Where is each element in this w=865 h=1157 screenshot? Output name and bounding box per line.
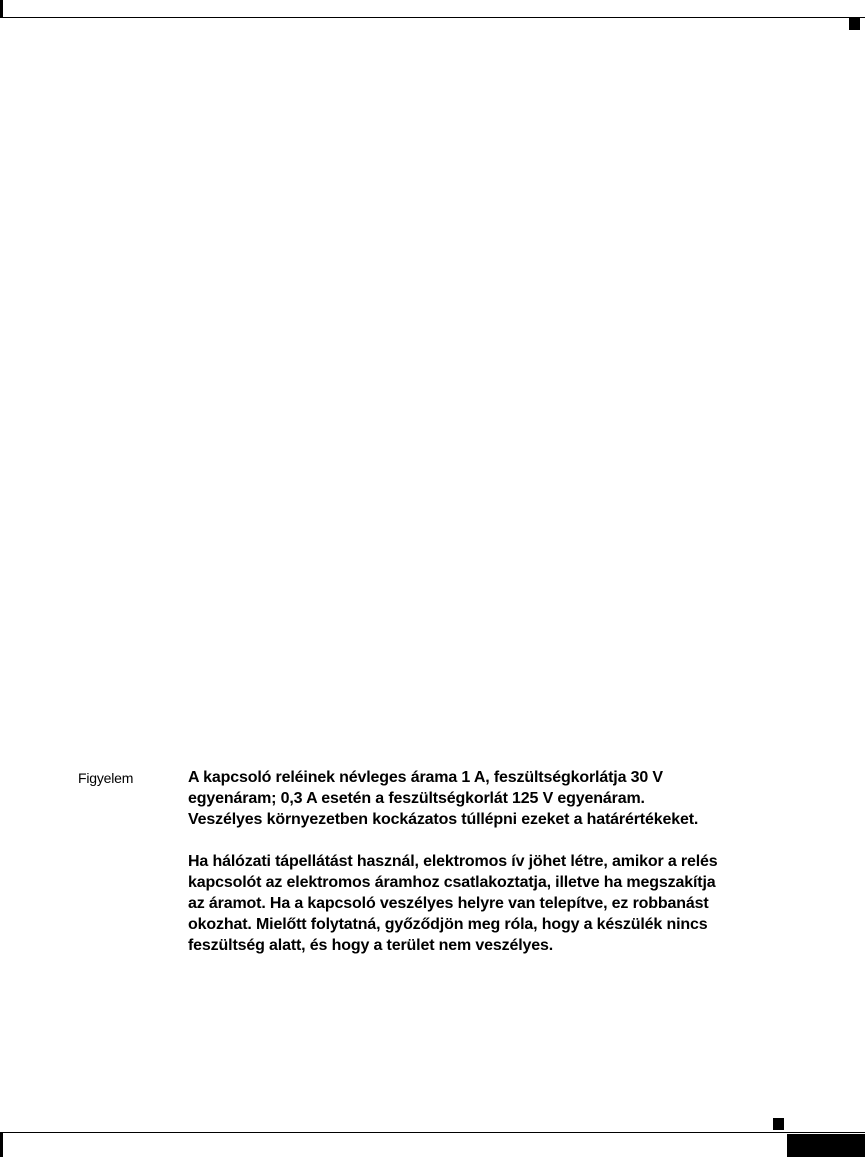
warning-line: feszültség alatt, és hogy a terület nem veszélyes.: [188, 937, 554, 954]
warning-line: az áramot. Ha a kapcsoló veszélyes helyre van telepítve, ez robbanást: [188, 895, 709, 912]
warning-line: egyenáram; 0,3 A esetén a feszültségkorlát 125 V egyenáram.: [188, 790, 645, 807]
header-corner-block: [849, 18, 860, 30]
warning-line: okozhat. Mielőtt folytatná, győződjön meg róla, hogy a készülék nincs: [188, 916, 708, 933]
warning-line: Ha hálózati tápellátást használ, elektromos ív jöhet létre, amikor a relés: [188, 853, 718, 870]
warning-line: A kapcsoló reléinek névleges árama 1 A, feszültségkorlátja 30 V: [188, 769, 663, 786]
warning-body: [188, 767, 848, 956]
header-rule: [0, 17, 865, 18]
footer-rule: [0, 1132, 865, 1133]
warning-paragraph-1: [188, 767, 848, 830]
warning-label: Figyelem: [78, 770, 134, 786]
header-left-tick: [0, 0, 3, 18]
warning-paragraph-2: [188, 851, 848, 956]
warning-line: kapcsolót az elektromos áramhoz csatlakoztatja, illetve ha megszakítja: [188, 874, 716, 891]
warning-line: Veszélyes környezetben kockázatos túllépni ezeket a határértékeket.: [188, 811, 699, 828]
footer-page-tab: [787, 1134, 865, 1157]
footer-marker-square: [773, 1118, 784, 1130]
footer-left-tick: [0, 1132, 3, 1157]
